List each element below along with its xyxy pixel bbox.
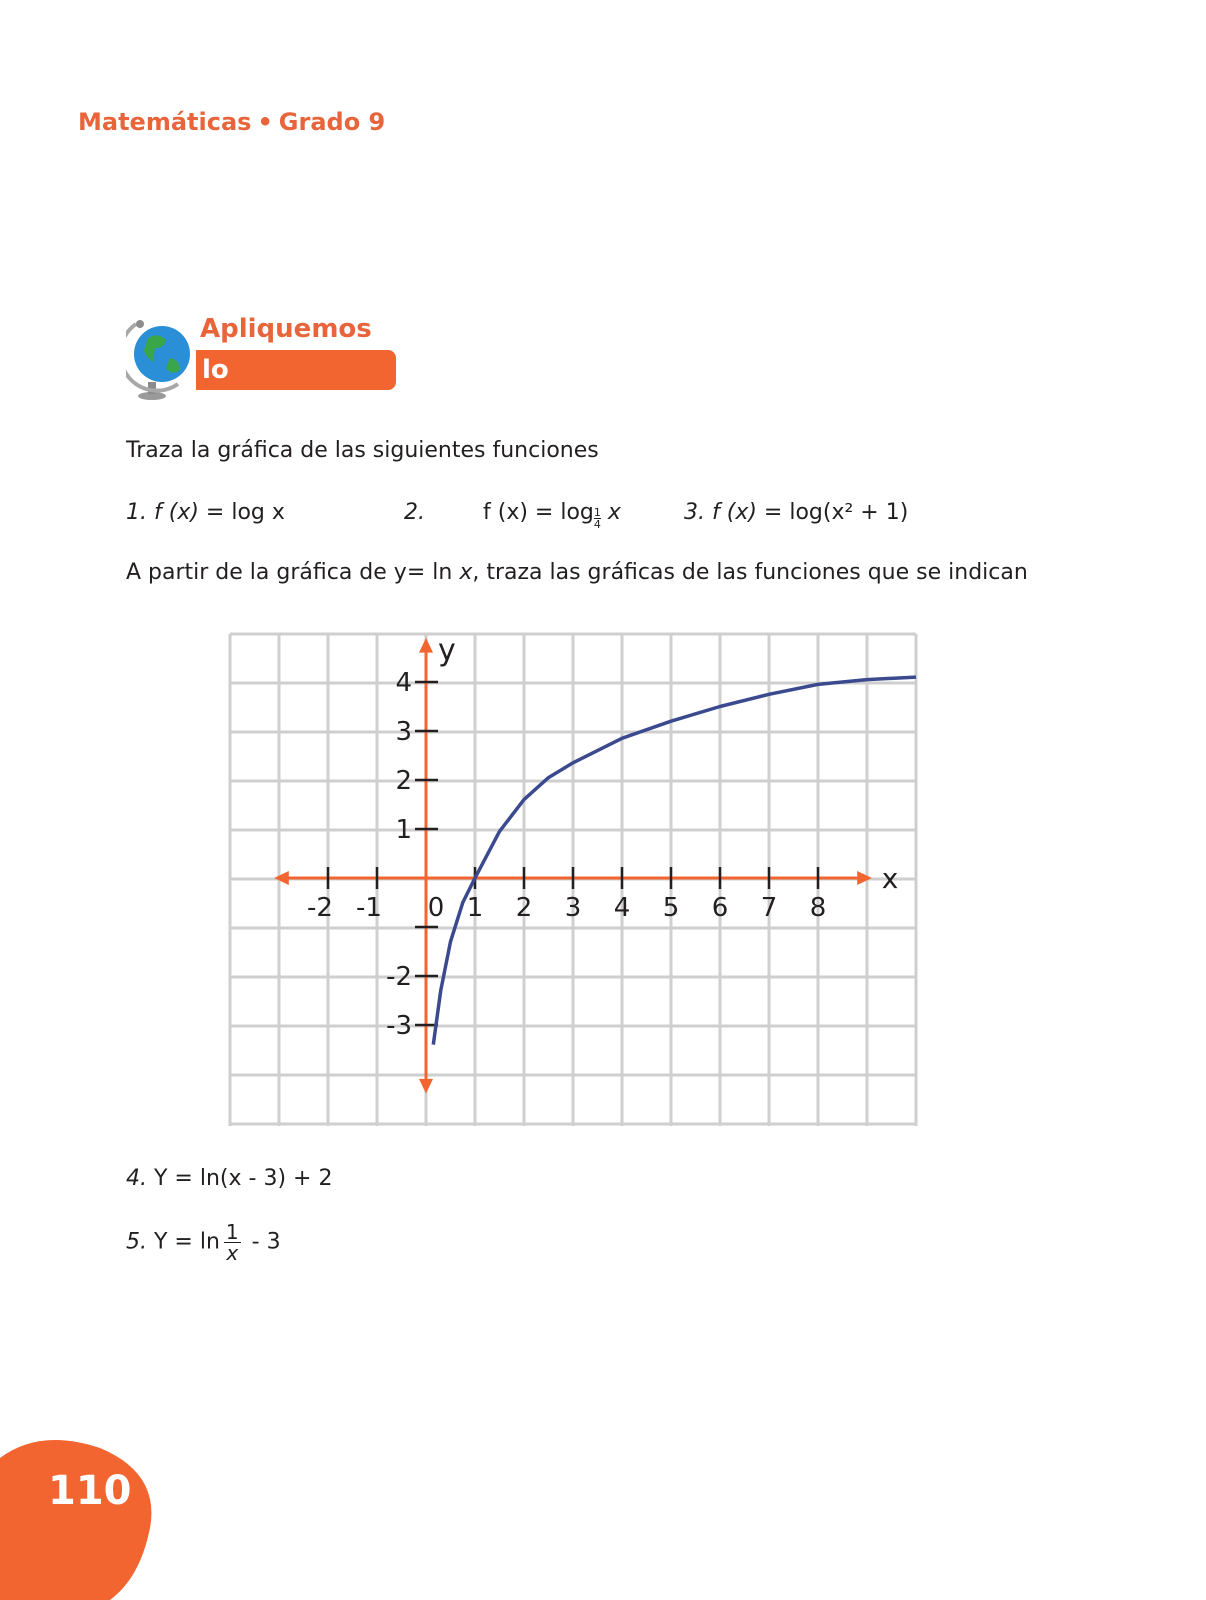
- header-subject: Matemáticas: [78, 108, 252, 136]
- instruction-text-2: A partir de la gráfica de y= ln x, traza las gráficas de las funciones que se indican: [126, 560, 1028, 585]
- header-grade: Grado 9: [278, 108, 386, 136]
- y-tick-label: 3: [395, 717, 412, 747]
- exercise-3: 3. f (x) = log(x² + 1): [684, 500, 909, 525]
- x-tick-label: -1: [356, 893, 382, 923]
- y-axis-arrow-down: [419, 1079, 433, 1094]
- x-tick-label: 5: [662, 893, 680, 923]
- log-graph: [228, 632, 918, 1128]
- x-axis-arrow-left: [274, 871, 289, 885]
- header-separator: •: [257, 108, 273, 136]
- exercise-2: 2. f (x) = log $\frac{1}{4}$ x: [404, 500, 621, 531]
- page-number: 110: [48, 1468, 132, 1514]
- x-tick-label: 6: [711, 893, 729, 923]
- x-tick-label: 3: [564, 893, 582, 923]
- y-tick-label: 4: [395, 668, 412, 698]
- globe-icon: [126, 314, 198, 400]
- banner-title-line2: lo aprendido: [196, 350, 396, 390]
- y-axis-arrow-up: [419, 638, 433, 653]
- y-tick-label: -2: [386, 962, 412, 992]
- y-tick-label: -3: [386, 1011, 412, 1041]
- fraction: $\frac{1}{x}$: [225, 1220, 239, 1265]
- x-tick-label: 8: [809, 893, 827, 923]
- page-number-badge: [0, 1428, 160, 1600]
- section-banner: [126, 314, 396, 425]
- x-tick-label: 2: [515, 893, 533, 923]
- y-axis-label: y: [438, 632, 456, 668]
- instruction-text-1: Traza la gráfica de las siguientes funciones: [126, 438, 599, 463]
- x-tick-label: 0: [427, 893, 445, 923]
- x-tick-label: 4: [613, 893, 631, 923]
- x-axis-arrow-right: [857, 871, 872, 885]
- x-tick-label: 1: [466, 893, 484, 923]
- exercise-5: 5. Y = ln $\frac{1}{x}$ - 3: [126, 1220, 281, 1265]
- page-header: [78, 108, 385, 136]
- y-tick-label: 2: [395, 766, 412, 796]
- exercise-1: 1. f (x) = log x: [126, 500, 285, 525]
- x-tick-label: 7: [760, 893, 778, 923]
- x-axis-label: x: [881, 862, 899, 895]
- log-base: $\frac{1}{4}$: [593, 506, 601, 531]
- y-tick-label: 1: [395, 815, 412, 845]
- exercise-4: 4. Y = ln(x - 3) + 2: [126, 1166, 333, 1191]
- x-tick-label: -2: [307, 893, 333, 923]
- banner-title-line1: Apliquemos: [200, 314, 372, 344]
